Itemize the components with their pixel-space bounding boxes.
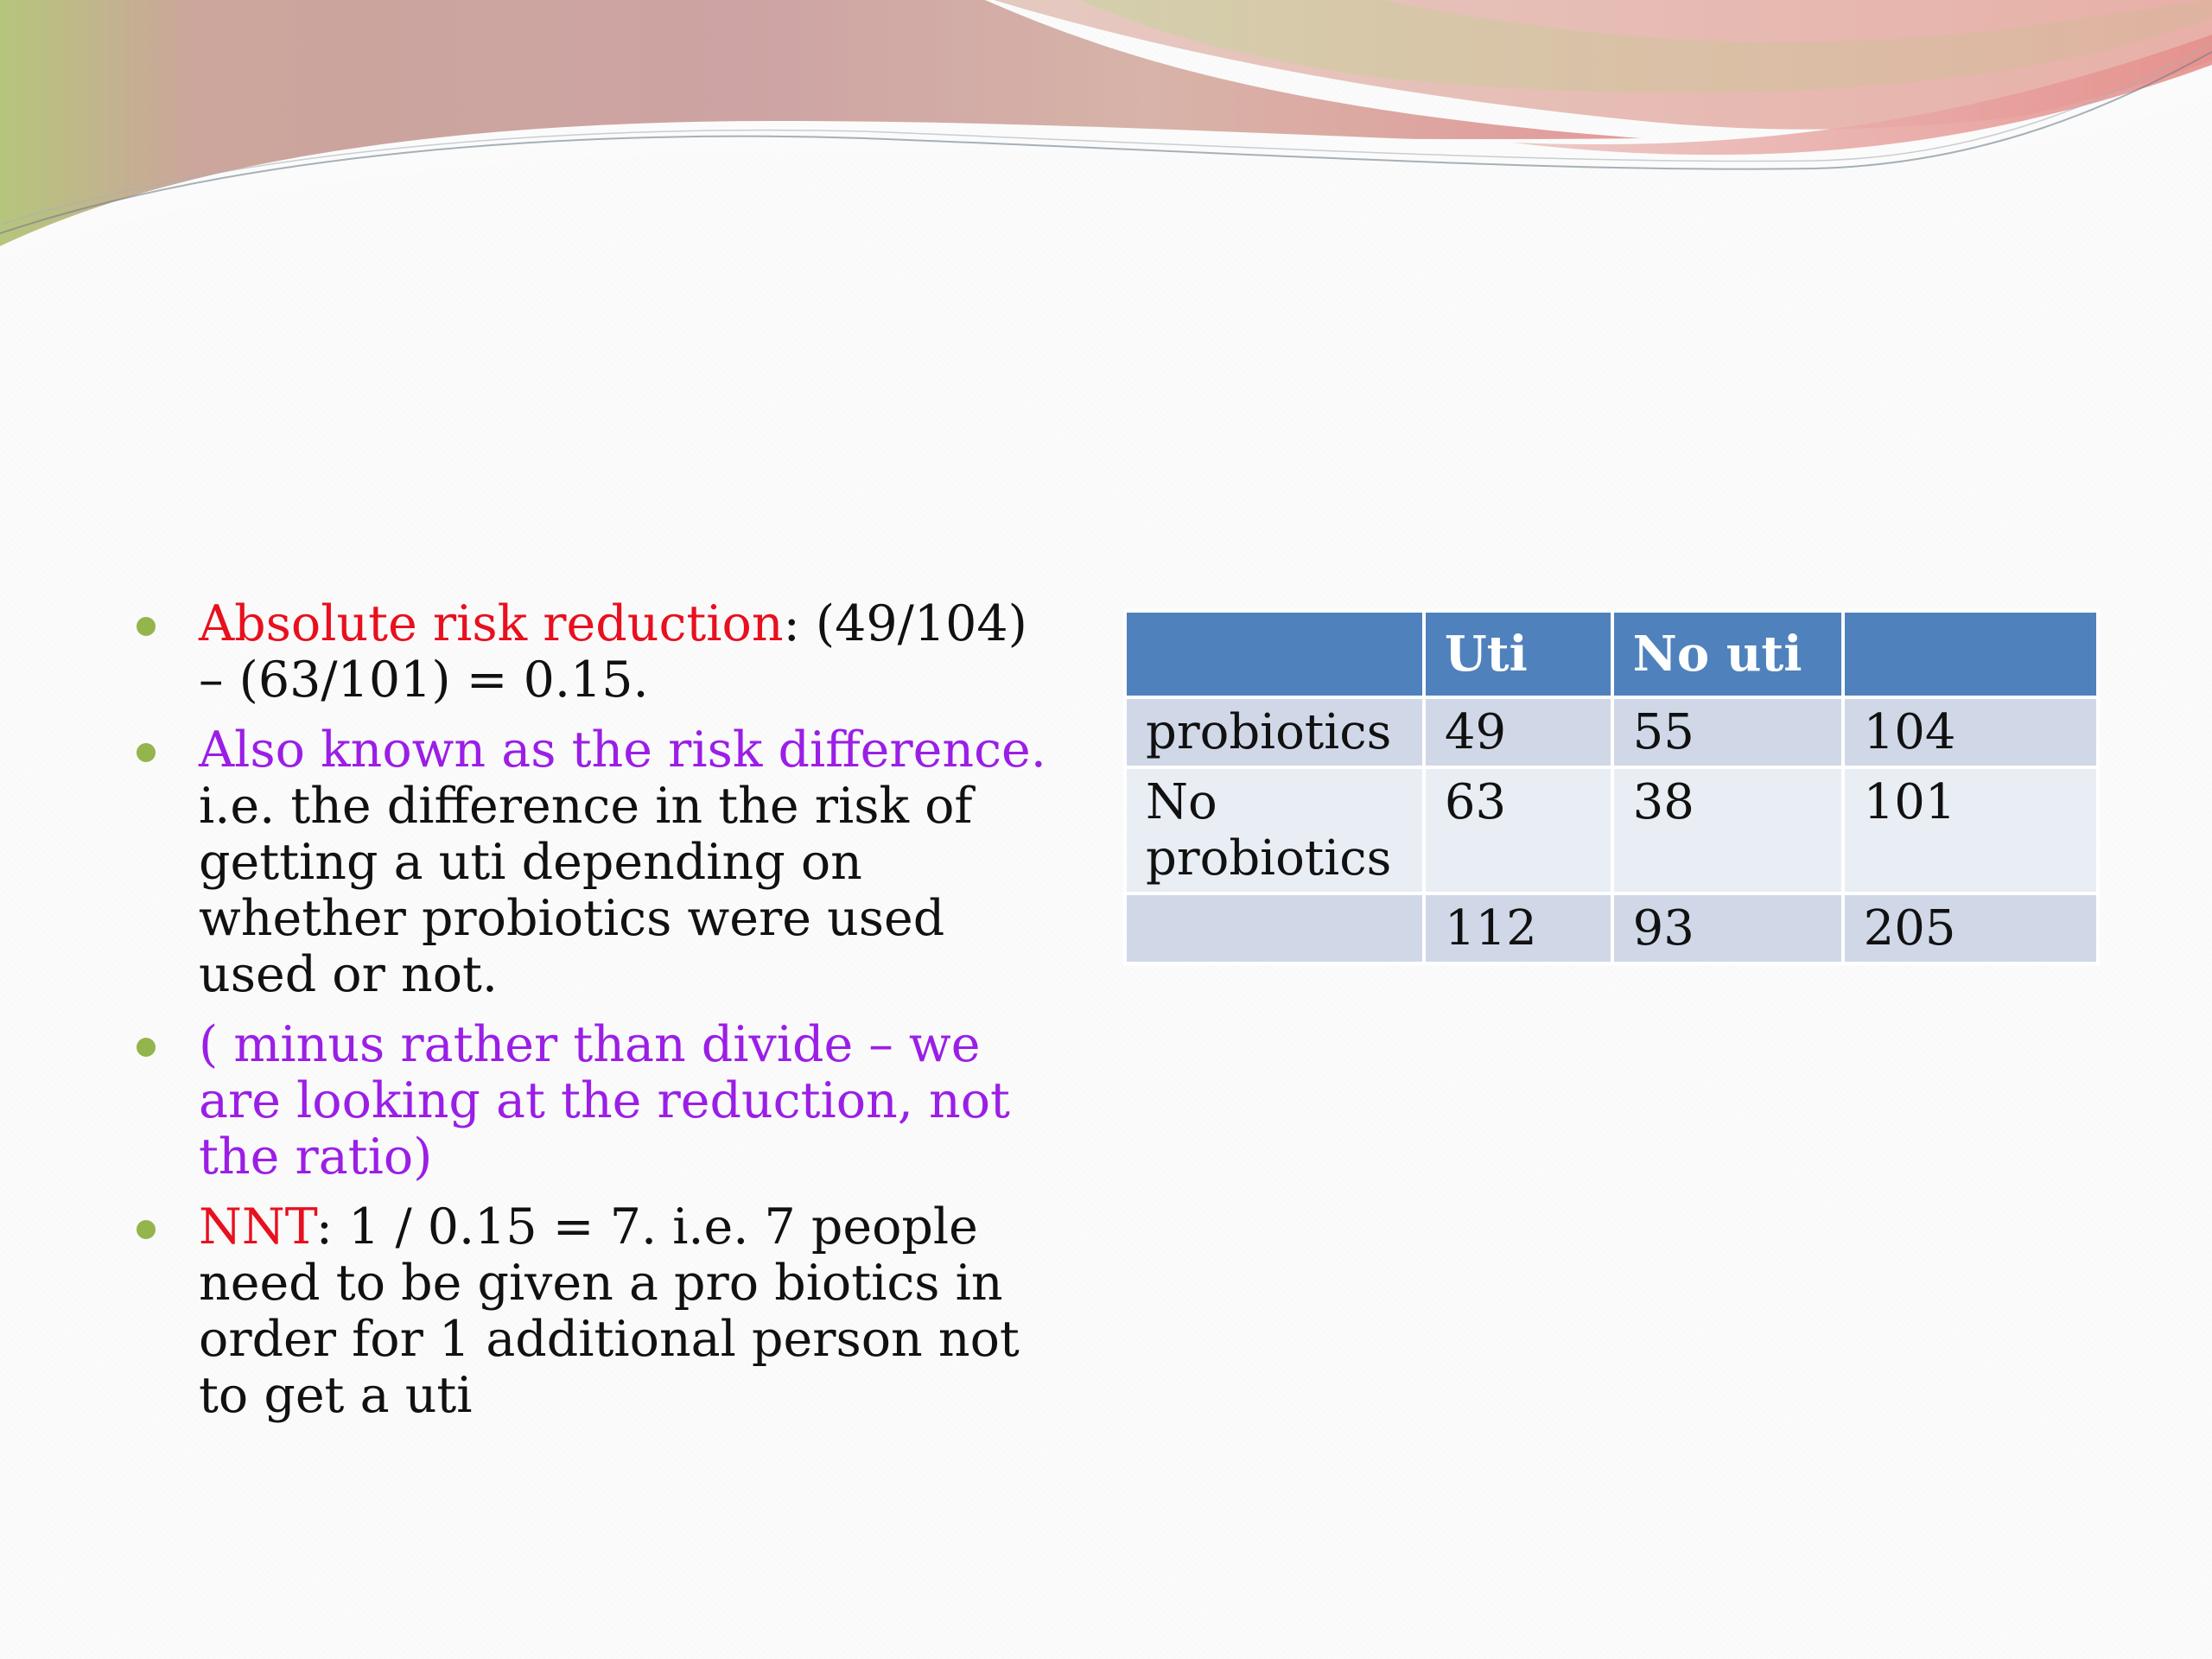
bullet-text: : 1 / 0.15 = 7. i.e. 7 people need to be given a pro biotics in order for 1 additional person not to get a uti [199,1198,1020,1424]
bullet-dot-icon [137,617,156,636]
contingency-table [1123,609,2100,965]
table-cell: 63 [1424,767,1612,893]
bullet-dot-icon [137,1038,156,1057]
decorative-swoosh-header [0,0,2212,259]
table-cell: No probiotics [1125,767,1424,893]
table-cell: probiotics [1125,697,1424,767]
bullet-text: i.e. the difference in the risk of getting a uti depending on whether probiotics were used used or not. [199,778,973,1003]
table-cell: 205 [1843,893,2098,963]
table-header-cell [1125,611,1424,697]
term-risk-difference: Also known as the risk difference. [199,721,1046,779]
table-cell: 104 [1843,697,2098,767]
bullet-text: : (49/104) – (63/101) = 0.15. [199,595,1027,709]
table-cell [1125,893,1424,963]
term-absolute-risk-reduction: Absolute risk reduction [199,595,784,652]
bullet-list [134,596,1058,1438]
term-nnt: NNT [199,1198,316,1255]
bullet-dot-icon [137,743,156,762]
table-row [1125,697,2098,767]
table-cell: 112 [1424,893,1612,963]
table-row-totals [1125,893,2098,963]
table-cell: 55 [1612,697,1843,767]
table-cell: 101 [1843,767,2098,893]
table-header-cell: Uti [1424,611,1612,697]
table-cell: 49 [1424,697,1612,767]
table-header-row [1125,611,2098,697]
table-header-cell [1843,611,2098,697]
bullet-minus-note [134,1017,1058,1185]
table-row [1125,767,2098,893]
note-minus-rather-than-divide: ( minus rather than divide – we are looking at the reduction, not the ratio) [199,1016,1010,1185]
table-cell: 38 [1612,767,1843,893]
bullet-risk-difference [134,722,1058,1003]
table-header-cell: No uti [1612,611,1843,697]
bullet-nnt [134,1199,1058,1424]
table-cell: 93 [1612,893,1843,963]
bullet-absolute-risk-reduction [134,596,1058,709]
bullet-dot-icon [137,1220,156,1239]
